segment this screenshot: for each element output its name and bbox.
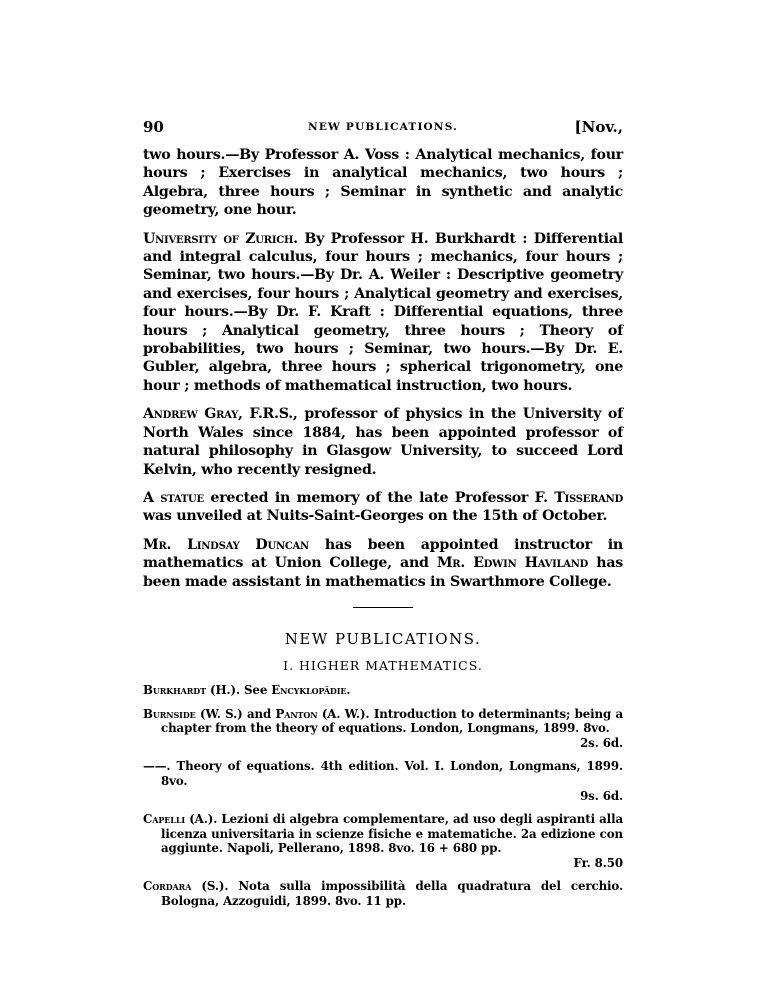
paragraph-appointments-haviland: Mr. Edwin Haviland <box>436 555 589 572</box>
page-header <box>143 116 623 142</box>
section-divider <box>353 607 413 608</box>
paragraph-tisserand-c: was unveiled at Nuits-Saint-Georges on the 15th of October. <box>143 508 608 525</box>
publication-entry <box>143 759 623 803</box>
entry-price: 9s. 6d. <box>580 788 623 803</box>
paragraph-appointments <box>143 536 623 591</box>
entry-author: Capelli <box>143 812 186 827</box>
running-title: NEW PUBLICATIONS. <box>308 121 458 133</box>
paragraph-gray-text: , F.R.S., professor of physics in the University of North Wales since 1884, has been appointed professor of natural philosophy in Glasgow University, to succeed Lord Kelvin, who recently resigned. <box>143 406 623 478</box>
paragraph-zurich-lead: University of Zurich. <box>143 230 298 247</box>
entry-text: (H.). See <box>205 682 272 697</box>
publication-entry <box>143 879 623 908</box>
paragraph-zurich-text: By Professor H. Burkhardt : Differential and integral calculus, four hours ; mechanics, four hours ; Seminar, two hours.—By Dr. A. Weiler : Descriptive geometry and exercises, four hours ; Analytical geometry and exercises, four hours.—By Dr. F. Kraft : Differential equations, three hours ; Analytical geometry, three hours ; Theory of probabilities, two hours ; Seminar, two hours.—By Dr. E. Gubler, algebra, three hours ; spherical trigonometry, one hour ; methods of mathematical instruction, two hours. <box>143 230 624 394</box>
paragraph-appointments-duncan: Mr. Lindsay Duncan <box>143 536 309 553</box>
entry-ref: Encyklopädie <box>271 682 347 697</box>
entry-price: Fr. 8.50 <box>573 855 623 870</box>
publication-entry <box>143 707 623 751</box>
entry-text: (S.). Nota sulla impossibilità della quadratura del cerchio. Bologna, Azzoguidi, 1899. 8vo. 11 pp. <box>161 879 623 909</box>
paragraph-tisserand <box>143 489 623 526</box>
paragraph-tisserand-a: A <box>143 489 161 506</box>
section-title: NEW PUBLICATIONS. <box>284 629 482 648</box>
page-number: 90 <box>143 118 164 136</box>
entry-price: 2s. 6d. <box>580 735 623 750</box>
entry-author: Burnside <box>143 706 196 721</box>
paragraph-tisserand-b: erected in memory of the late Professor F. <box>203 489 555 506</box>
paragraph-appointments-d: has been made assistant in mathematics in Swarthmore College. <box>143 555 624 590</box>
entry-tail: (A. W.). Introduction to determinants; being a chapter from the theory of equations. London, Longmans, 1899. 8vo. <box>161 706 624 736</box>
issue-date: [Nov., <box>574 118 623 136</box>
paragraph-gray-lead: Andrew Gray <box>143 406 239 423</box>
page <box>143 116 623 918</box>
paragraph-appointments-b: has been appointed instructor in mathematics at Union College, and <box>143 536 623 572</box>
paragraph-gray <box>143 405 623 479</box>
paragraph-tisserand-statue: statue <box>160 489 204 506</box>
publication-entry <box>143 683 623 698</box>
entry-text: (W. S.) and <box>195 706 276 721</box>
paragraph-tisserand-name: Tisserand <box>554 489 623 506</box>
entry-ref: Panton <box>275 706 318 721</box>
entry-author: Burkhardt <box>143 682 206 697</box>
paragraph-zurich <box>143 230 623 396</box>
entry-tail: . <box>346 682 351 697</box>
subsection-title: I. HIGHER MATHEMATICS. <box>283 657 483 673</box>
paragraph-voss: two hours.—By Professor A. Voss : Analytical mechanics, four hours ; Exercises in analytical mechanics, two hours ; Algebra, three hours ; Seminar in synthetic and analytic geometry, one hour. <box>143 147 623 219</box>
entry-author: Cordara <box>143 879 192 894</box>
publication-entry <box>143 812 623 870</box>
entry-text: (A.). Lezioni di algebra complementare, ad uso degli aspiranti alla licenza universitaria in scienze fisiche e matematiche. 2a edizione con aggiunte. Napoli, Pellerano, 1898. 8vo. 16 + 680 pp. <box>161 812 623 856</box>
entry-author: —— <box>143 759 167 774</box>
entry-text: . Theory of equations. 4th edition. Vol. I. London, Longmans, 1899. 8vo. <box>161 759 623 788</box>
